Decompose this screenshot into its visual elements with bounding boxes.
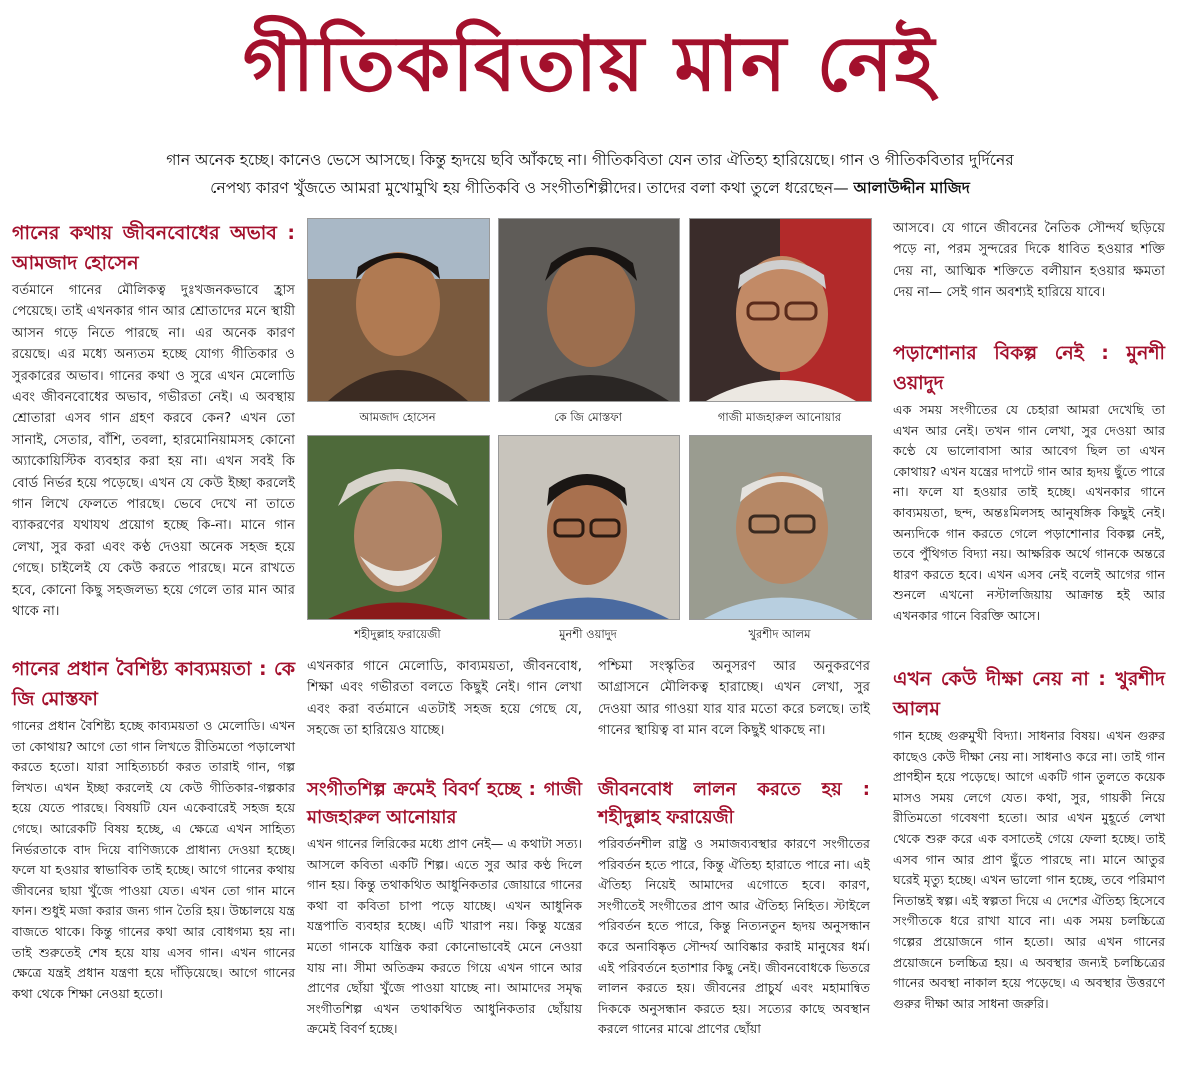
section-heading: জীবনবোধ লালন করতে হয় : শহীদুল্লাহ ফরায়েজী <box>598 779 870 828</box>
section-heading: গানের প্রধান বৈশিষ্ট্য কাব্যময়তা : কে জি মোস্তফা <box>12 658 295 710</box>
section-body: বর্তমানে গানের মৌলিকত্ব দুঃখজনকভাবে হ্রাস পেয়েছে। তাই এখনকার গান আর শ্রোতাদের মনে স্থায়ী আসন গড়ে নিতে পারছে না। এর অনেক কারণ রয়েছে। এর মধ্যে অন্যতম হচ্ছে যোগ্য গীতিকার ও সুরকারের অভাব। গানের কথা ও সুরে এখন মেলোডি এবং জীবনবোধের অভাব, গভীরতা নেই। এ অবস্থায় শ্রোতারা এসব গান গ্রহণ করবে কেন? এখন তো সানাই, সেতার, বাঁশি, তবলা, হারমোনিয়ামসহ কোনো অ্যাকোয়িস্টিক ব্যবহার করা হয় না। এখন সবই কি বোর্ড নির্ভর হয়ে পড়েছে। এখন যে কেউ ইচ্ছা করলেই গান লিখে ফেলতে পারছে। ভেবে দেখে না তাতে ব্যাকরণের যথাযথ প্রয়োগ হচ্ছে কি-না। মানে গান লেখা, সুর করা এবং কণ্ঠ দেওয়া অনেক সহজ হয়ে গেছে। চাইলেই যে কেউ করতে পারছে। মনে রাখতে হবে, কোনো কিছু সহজলভ্য হয়ে গেলে তার মান আর থাকে না। <box>12 283 295 620</box>
portrait-photo <box>689 435 872 620</box>
section-shahidullah-continued <box>893 218 1165 304</box>
section-gazi <box>307 776 582 1040</box>
section-body: গানের প্রধান বৈশিষ্ট্য হচ্ছে কাব্যময়তা ও মেলোডি। এখন তা কোথায়? আগে তো গান লিখতে রীতিমতো পড়ালেখা করতে হতো। যারা সাহিত্যচর্চা করত তারাই গান, গল্প লিখত। এখন ইচ্ছা করলেই যে কেউ গীতিকার-গল্পকার হয়ে যেতে পারছে। বিষয়টি যেন একেবারেই সহজ হয়ে গেছে। আরেকটি বিষয় হচ্ছে, এ ক্ষেত্রে এখন সাহিত্য নির্ভরতাকে বাদ দিয়ে বাণিজ্যকে প্রাধান্য দেওয়া হচ্ছে। ফলে যা হওয়ার স্বাভাবিক তাই হচ্ছে। আগে গানের কথায় জীবনের ছায়া খুঁজে পাওয়া যেত। এখন তো গান মানে ফান। শুধুই মজা করার জন্য গান তৈরি হয়। উচ্চালয়ে যন্ত্র বাজতে থাকে। কিন্তু গানের কথা আর বোধগম্য হয় না। তাই শুরুতেই শেষ হয়ে যায় এসব গান। এখন গানের ক্ষেত্রে যন্ত্রই প্রধান যন্ত্রণা হয়ে দাঁড়িয়েছে। আগে গানের কথা থেকে শিক্ষা নেওয়া হতো। <box>12 718 295 1001</box>
portrait-photo-icon <box>690 219 871 401</box>
section-khurshid <box>893 664 1165 1014</box>
section-heading: সংগীতশিল্প ক্রমেই বিবর্ণ হচ্ছে : গাজী মাজহারুল আনোয়ার <box>307 779 582 828</box>
portrait-photo-icon <box>499 219 679 401</box>
section-mostofa-continued <box>307 656 582 742</box>
section-body: পশ্চিমা সংস্কৃতির অনুসরণ আর অনুকরণের আগ্রাসনে মৌলিকত্ব হারাচ্ছে। এখন লেখা, সুর দেওয়া আর গাওয়া যার যার মতো করে চলছে। তাই গানের স্থায়িত্ব বা মান বলে কিছুই থাকছে না। <box>598 659 870 739</box>
section-heading: এখন কেউ দীক্ষা নেয় না : খুরশীদ আলম <box>893 668 1165 720</box>
section-heading: গানের কথায় জীবনবোধের অভাব : আমজাদ হোসেন <box>12 222 295 274</box>
intro-line-1: গান অনেক হচ্ছে। কানেও ভেসে আসছে। কিন্তু হৃদয়ে ছবি আঁকছে না। গীতিকবিতা যেন তার ঐতিহ্য হারিয়েছে। গান ও গীতিকবিতার দুর্দিনের <box>166 151 1014 169</box>
photo-caption: খুরশীদ আলম <box>748 627 811 641</box>
intro-author: আলাউদ্দীন মাজিদ <box>853 179 970 197</box>
portrait-photo <box>689 218 872 402</box>
section-gazi-continued <box>598 656 870 742</box>
section-amjad <box>12 218 295 623</box>
portrait-photo <box>498 435 680 620</box>
section-body: এখন গানের লিরিকের মধ্যে প্রাণ নেই— এ কথাটা সত্য। আসলে কবিতা একটি শিল্প। এতে সুর আর কণ্ঠ দিলে গান হয়। কিন্তু তথাকথিত আধুনিকতার জোয়ারে গানের কথা বা কবিতা চাপা পড়ে যাচ্ছে। এখন আধুনিক যন্ত্রপাতি ব্যবহার হচ্ছে। এটি খারাপ নয়। কিন্তু যন্ত্রের মতো গানকে যান্ত্রিক করা কোনোভাবেই মেনে নেওয়া যায় না। সীমা অতিক্রম করতে গিয়ে এখন গানে আর প্রাণের ছোঁয়া খুঁজে পাওয়া যাচ্ছে না। আমাদের সমৃদ্ধ সংগীতশিল্প এখন তথাকথিত আধুনিকতার ছোঁয়ায় ক্রমেই বিবর্ণ হচ্ছে। <box>307 836 582 1037</box>
section-mostofa <box>12 654 295 1004</box>
section-wadud <box>893 338 1165 627</box>
portrait-photo-icon <box>690 436 871 619</box>
portrait-photo <box>307 435 490 620</box>
intro-line-2: নেপথ্য কারণ খুঁজতে আমরা মুখোমুখি হয় গীতিকবি ও সংগীতশিল্পীদের। তাদের বলা কথা তুলে ধরেছেন— <box>210 179 849 197</box>
photo-caption: গাজী মাজহারুল আনোয়ার <box>717 410 842 424</box>
section-body: এখনকার গানে মেলোডি, কাব্যময়তা, জীবনবোধ, শিক্ষা এবং গভীরতা বলতে কিছুই নেই। গান লেখা এবং করা বর্তমানে এতটাই সহজ হয়ে গেছে যে, সহজে তা হারিয়েও যাচ্ছে। <box>307 659 582 739</box>
section-body: এক সময় সংগীতের যে চেহারা আমরা দেখেছি তা এখন আর নেই। তখন গান লেখা, সুর দেওয়া আর কণ্ঠে যে ভালোবাসা আর আবেগ ছিল তা এখন কোথায়? এখন যন্ত্রের দাপটে গান আর হৃদয় ছুঁতে পারে না। ফলে যা হওয়ার তাই হচ্ছে। এখনকার গানে কাব্যময়তা, ছন্দ, অন্তঃমিলসহ আনুষঙ্গিক কিছুই নেই। অন্যদিকে গান করতে গেলে পড়াশোনার বিকল্প নেই, তবে পুঁথিগত বিদ্যা নয়। আক্ষরিক অর্থে গানকে অন্তরে ধারণ করতে হবে। এখন এসব নেই বলেই আগের গান শুনলে এখনো নস্টালজিয়ায় আক্রান্ত হই আর এখনকার গানে বিরক্তি আসে। <box>893 402 1165 623</box>
portrait-photo-icon <box>308 436 489 619</box>
section-heading: পড়াশোনার বিকল্প নেই : মুনশী ওয়াদুদ <box>893 342 1165 394</box>
photo-caption: শহীদুল্লাহ ফরায়েজী <box>354 627 441 641</box>
portrait-photo <box>498 218 680 402</box>
portrait-photo-icon <box>308 219 489 401</box>
portrait-photo <box>307 218 490 402</box>
photo-caption: আমজাদ হোসেন <box>359 410 436 424</box>
portrait-photo-icon <box>499 436 679 619</box>
intro-text <box>20 146 1160 202</box>
photo-caption: মুনশী ওয়াদুদ <box>559 627 617 641</box>
section-body: পরিবর্তনশীল রাষ্ট্র ও সমাজব্যবস্থার কারণে সংগীতের পরিবর্তন হতে পারে, কিন্তু ঐতিহ্য হারাতে পারে না। এই ঐতিহ্য নিয়েই আমাদের এগোতে হবে। কারণ, সংগীতেই সংগীতের প্রাণ আর ঐতিহ্য নিহিত। স্টাইলে পরিবর্তন হতে পারে, কিন্তু নিত্যনতুন হৃদয় অনুসন্ধান করে অনাবিষ্কৃত সৌন্দর্য আবিষ্কার করাই মানুষের ধর্ম। এই পরিবর্তনে হতাশার কিছু নেই। জীবনবোধকে ভিতরে লালন করতে হয়। জীবনের প্রাচুর্য এবং মহামান্বিত দিককে অনুসন্ধান করতে হয়। সত্যের কাছে অবস্থান করলে গানের মাঝে প্রাণের ছোঁয়া <box>598 836 870 1037</box>
headline: গীতিকবিতায় মান নেই <box>242 19 937 108</box>
section-body: গান হচ্ছে গুরুমুখী বিদ্যা। সাধনার বিষয়। এখন গুরুর কাছেও কেউ দীক্ষা নেয় না। সাধনাও করে না। তাই গান প্রাণহীন হয়ে পড়েছে। আগে একটি গান তুলতে কয়েক মাসও সময় লেগে যেত। কথা, সুর, গায়কী নিয়ে রীতিমতো গবেষণা হতো। আর এখন মুহূর্তে লেখা থেকে শুরু করে এক বসাতেই গেয়ে ফেলা হচ্ছে। তাই এসব গান আর প্রাণ ছুঁতে পারছে না। মানে আতুর ঘরেই মৃত্যু হচ্ছে। এখন ভালো গান হচ্ছে, তবে পরিমাণ নিতান্তই স্বল্প। এই স্বল্পতা দিয়ে এ দেশের ঐতিহ্য হিসেবে সংগীতকে ধরে রাখা যাবে না। এক সময় চলচ্চিত্রে গল্পের প্রয়োজনে গান হতো। আর এখন গানের প্রয়োজনে চলচ্চিত্র হয়। এ অবস্থার জন্যই চলচ্চিত্রের গানের অবস্থা নাকাল হয়ে পড়েছে। এ অবস্থার উত্তরণে গুরুর দীক্ষা আর সাধনা জরুরি। <box>893 728 1165 1011</box>
photo-caption: কে জি মোস্তফা <box>554 410 622 424</box>
section-body: আসবে। যে গানে জীবনের নৈতিক সৌন্দর্য ছড়িয়ে পড়ে না, পরম সুন্দরের দিকে ধাবিত হওয়ার শক্তি দেয় না, আত্মিক শক্তিতে বলীয়ান হওয়ার ক্ষমতা দেয় না— সেই গান অবশ্যই হারিয়ে যাবে। <box>893 221 1165 301</box>
section-shahidullah <box>598 776 870 1040</box>
